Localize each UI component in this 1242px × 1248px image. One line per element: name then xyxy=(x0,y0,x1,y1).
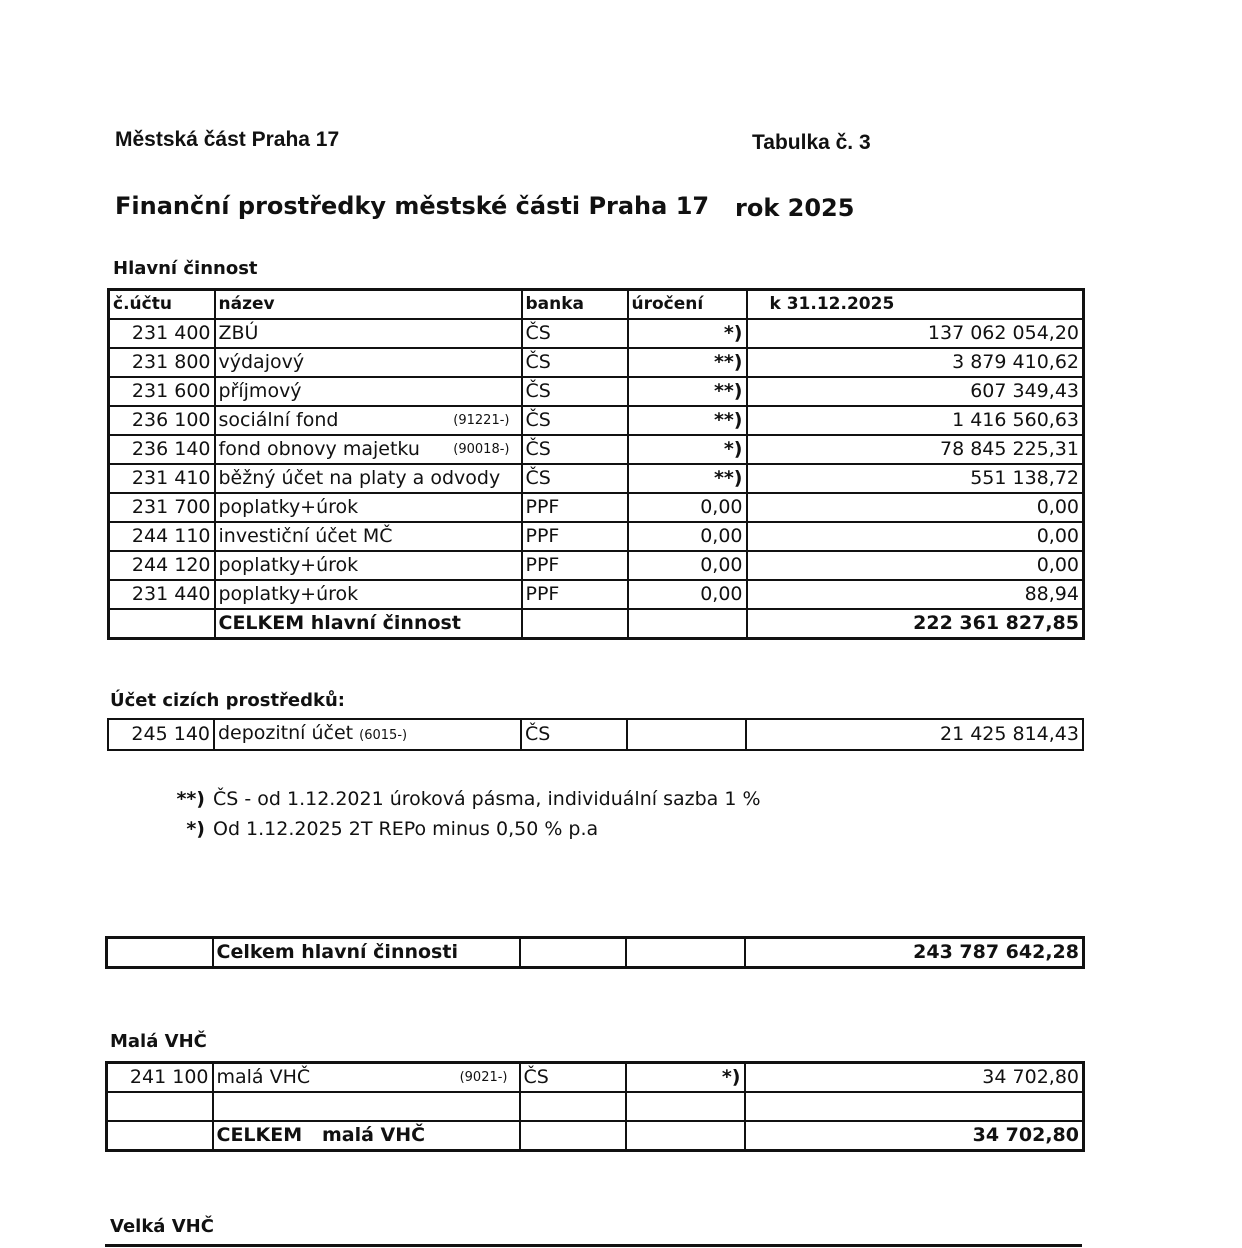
total-amount: 222 361 827,85 xyxy=(747,609,1084,639)
empty-cell xyxy=(520,1092,626,1121)
account-number: 245 140 xyxy=(108,719,214,750)
account-number: 231 440 xyxy=(109,580,215,609)
table-row xyxy=(109,522,1084,551)
bank-name: ČS xyxy=(521,719,627,750)
footnote-single-star xyxy=(171,818,598,840)
account-code: (9021-) xyxy=(459,1070,508,1085)
account-number: 236 140 xyxy=(109,435,215,464)
bank-name: ČS xyxy=(522,377,628,406)
account-name xyxy=(215,435,522,464)
interest-cell xyxy=(627,719,746,750)
account-code: (91221-) xyxy=(453,413,510,428)
page-title: Finanční prostředky městské části Praha 17 xyxy=(115,192,710,220)
account-name-text: poplatky+úrok xyxy=(218,496,359,518)
empty-cell xyxy=(107,1121,213,1151)
account-number: 231 600 xyxy=(109,377,215,406)
balance-amount: 1 416 560,63 xyxy=(747,406,1084,435)
section-title-main: Hlavní činnost xyxy=(113,258,258,279)
bank-name: ČS xyxy=(520,1063,626,1093)
report-year: rok 2025 xyxy=(735,194,855,222)
organization-name: Městská část Praha 17 xyxy=(115,128,340,151)
column-header-interest: úročení xyxy=(628,290,747,320)
balance-amount: 3 879 410,62 xyxy=(747,348,1084,377)
interest-rate: 0,00 xyxy=(628,551,747,580)
grand-total-table xyxy=(105,936,1085,969)
small-vhc-table xyxy=(105,1061,1085,1152)
bank-name: ČS xyxy=(522,348,628,377)
grand-total-row xyxy=(107,938,1084,968)
account-name xyxy=(215,580,522,609)
account-name-text: malá VHČ xyxy=(216,1066,311,1088)
account-number: 241 100 xyxy=(107,1063,213,1093)
table-row xyxy=(109,348,1084,377)
account-code: (90018-) xyxy=(453,442,510,457)
account-code: (6015-) xyxy=(359,728,408,743)
account-number: 244 110 xyxy=(109,522,215,551)
table-row xyxy=(108,719,1083,750)
balance-amount: 0,00 xyxy=(747,551,1084,580)
account-number: 231 800 xyxy=(109,348,215,377)
total-row xyxy=(107,1121,1084,1151)
table-row xyxy=(109,435,1084,464)
table-row xyxy=(107,1092,1084,1121)
account-name xyxy=(213,1063,520,1093)
empty-cell xyxy=(107,938,213,968)
bank-name: ČS xyxy=(522,319,628,348)
account-name-text: depozitní účet xyxy=(218,722,354,744)
interest-rate: 0,00 xyxy=(628,522,747,551)
footnote-text: ČS - od 1.12.2021 úroková pásma, individuální sazba 1 % xyxy=(213,788,761,810)
total-label: CELKEM hlavní činnost xyxy=(215,609,522,639)
interest-rate: *) xyxy=(628,319,747,348)
account-name-text: příjmový xyxy=(218,380,302,402)
table-header-row xyxy=(109,290,1084,320)
interest-rate: *) xyxy=(626,1063,745,1093)
balance-amount: 0,00 xyxy=(747,493,1084,522)
balance-amount: 88,94 xyxy=(747,580,1084,609)
bank-name: PPF xyxy=(522,522,628,551)
foreign-funds-table xyxy=(107,718,1084,751)
account-number: 231 400 xyxy=(109,319,215,348)
account-name-text: ZBÚ xyxy=(218,322,259,344)
section-title-large-vhc: Velká VHČ xyxy=(110,1216,214,1237)
footnote-mark: **) xyxy=(176,788,205,810)
account-number: 231 700 xyxy=(109,493,215,522)
bank-name: ČS xyxy=(522,435,628,464)
footnote-double-star xyxy=(171,788,761,810)
table-row xyxy=(109,493,1084,522)
empty-cell xyxy=(522,609,628,639)
balance-amount: 34 702,80 xyxy=(745,1063,1084,1093)
column-header-bank: banka xyxy=(522,290,628,320)
column-header-account: č.účtu xyxy=(109,290,215,320)
interest-rate: **) xyxy=(628,406,747,435)
balance-amount: 607 349,43 xyxy=(747,377,1084,406)
empty-cell xyxy=(213,1092,520,1121)
column-header-balance-date: k 31.12.2025 xyxy=(747,290,1084,320)
account-number: 236 100 xyxy=(109,406,215,435)
account-name-text: běžný účet na platy a odvody xyxy=(218,467,501,489)
total-amount: 34 702,80 xyxy=(745,1121,1084,1151)
account-name xyxy=(214,719,521,750)
section-title-small-vhc: Malá VHČ xyxy=(110,1031,207,1052)
account-name-text: sociální fond xyxy=(218,409,339,431)
interest-rate: **) xyxy=(628,348,747,377)
interest-rate: *) xyxy=(628,435,747,464)
footnote-text: Od 1.12.2025 2T REPo minus 0,50 % p.a xyxy=(213,818,599,840)
bank-name: PPF xyxy=(522,580,628,609)
account-name-text: investiční účet MČ xyxy=(218,525,393,547)
account-name-text: poplatky+úrok xyxy=(218,583,359,605)
bank-name: PPF xyxy=(522,551,628,580)
table-row xyxy=(109,464,1084,493)
table-row xyxy=(107,1063,1084,1093)
empty-cell xyxy=(745,1092,1084,1121)
account-name xyxy=(215,464,522,493)
interest-rate: 0,00 xyxy=(628,493,747,522)
total-row xyxy=(109,609,1084,639)
table-row xyxy=(109,377,1084,406)
table-row xyxy=(109,406,1084,435)
empty-cell xyxy=(109,609,215,639)
account-name xyxy=(215,406,522,435)
account-name xyxy=(215,319,522,348)
account-name xyxy=(215,377,522,406)
account-name xyxy=(215,522,522,551)
grand-total-label: Celkem hlavní činnosti xyxy=(213,938,520,968)
interest-rate: **) xyxy=(628,464,747,493)
account-name xyxy=(215,348,522,377)
balance-amount: 21 425 814,43 xyxy=(746,719,1083,750)
bank-name: ČS xyxy=(522,464,628,493)
account-name-text: poplatky+úrok xyxy=(218,554,359,576)
table-number: Tabulka č. 3 xyxy=(752,131,871,154)
table-row xyxy=(109,580,1084,609)
balance-amount: 137 062 054,20 xyxy=(747,319,1084,348)
column-header-name: název xyxy=(215,290,522,320)
account-number: 244 120 xyxy=(109,551,215,580)
grand-total-amount: 243 787 642,28 xyxy=(745,938,1084,968)
table-row xyxy=(109,319,1084,348)
table-top-border xyxy=(105,1244,1082,1247)
bank-name: ČS xyxy=(522,406,628,435)
empty-cell xyxy=(628,609,747,639)
account-number: 231 410 xyxy=(109,464,215,493)
main-activity-table xyxy=(107,288,1085,640)
section-title-foreign: Účet cizích prostředků: xyxy=(110,690,346,711)
bank-name: PPF xyxy=(522,493,628,522)
balance-amount: 78 845 225,31 xyxy=(747,435,1084,464)
account-name-text: fond obnovy majetku xyxy=(218,438,420,460)
total-label: CELKEM malá VHČ xyxy=(213,1121,520,1151)
account-name xyxy=(215,551,522,580)
table-row xyxy=(109,551,1084,580)
balance-amount: 0,00 xyxy=(747,522,1084,551)
interest-rate: **) xyxy=(628,377,747,406)
empty-cell xyxy=(520,1121,626,1151)
interest-rate: 0,00 xyxy=(628,580,747,609)
footnote-mark: *) xyxy=(186,818,205,840)
account-name-text: výdajový xyxy=(218,351,305,373)
empty-cell xyxy=(626,1092,745,1121)
empty-cell xyxy=(520,938,626,968)
account-name xyxy=(215,493,522,522)
empty-cell xyxy=(107,1092,213,1121)
empty-cell xyxy=(626,1121,745,1151)
balance-amount: 551 138,72 xyxy=(747,464,1084,493)
empty-cell xyxy=(626,938,745,968)
